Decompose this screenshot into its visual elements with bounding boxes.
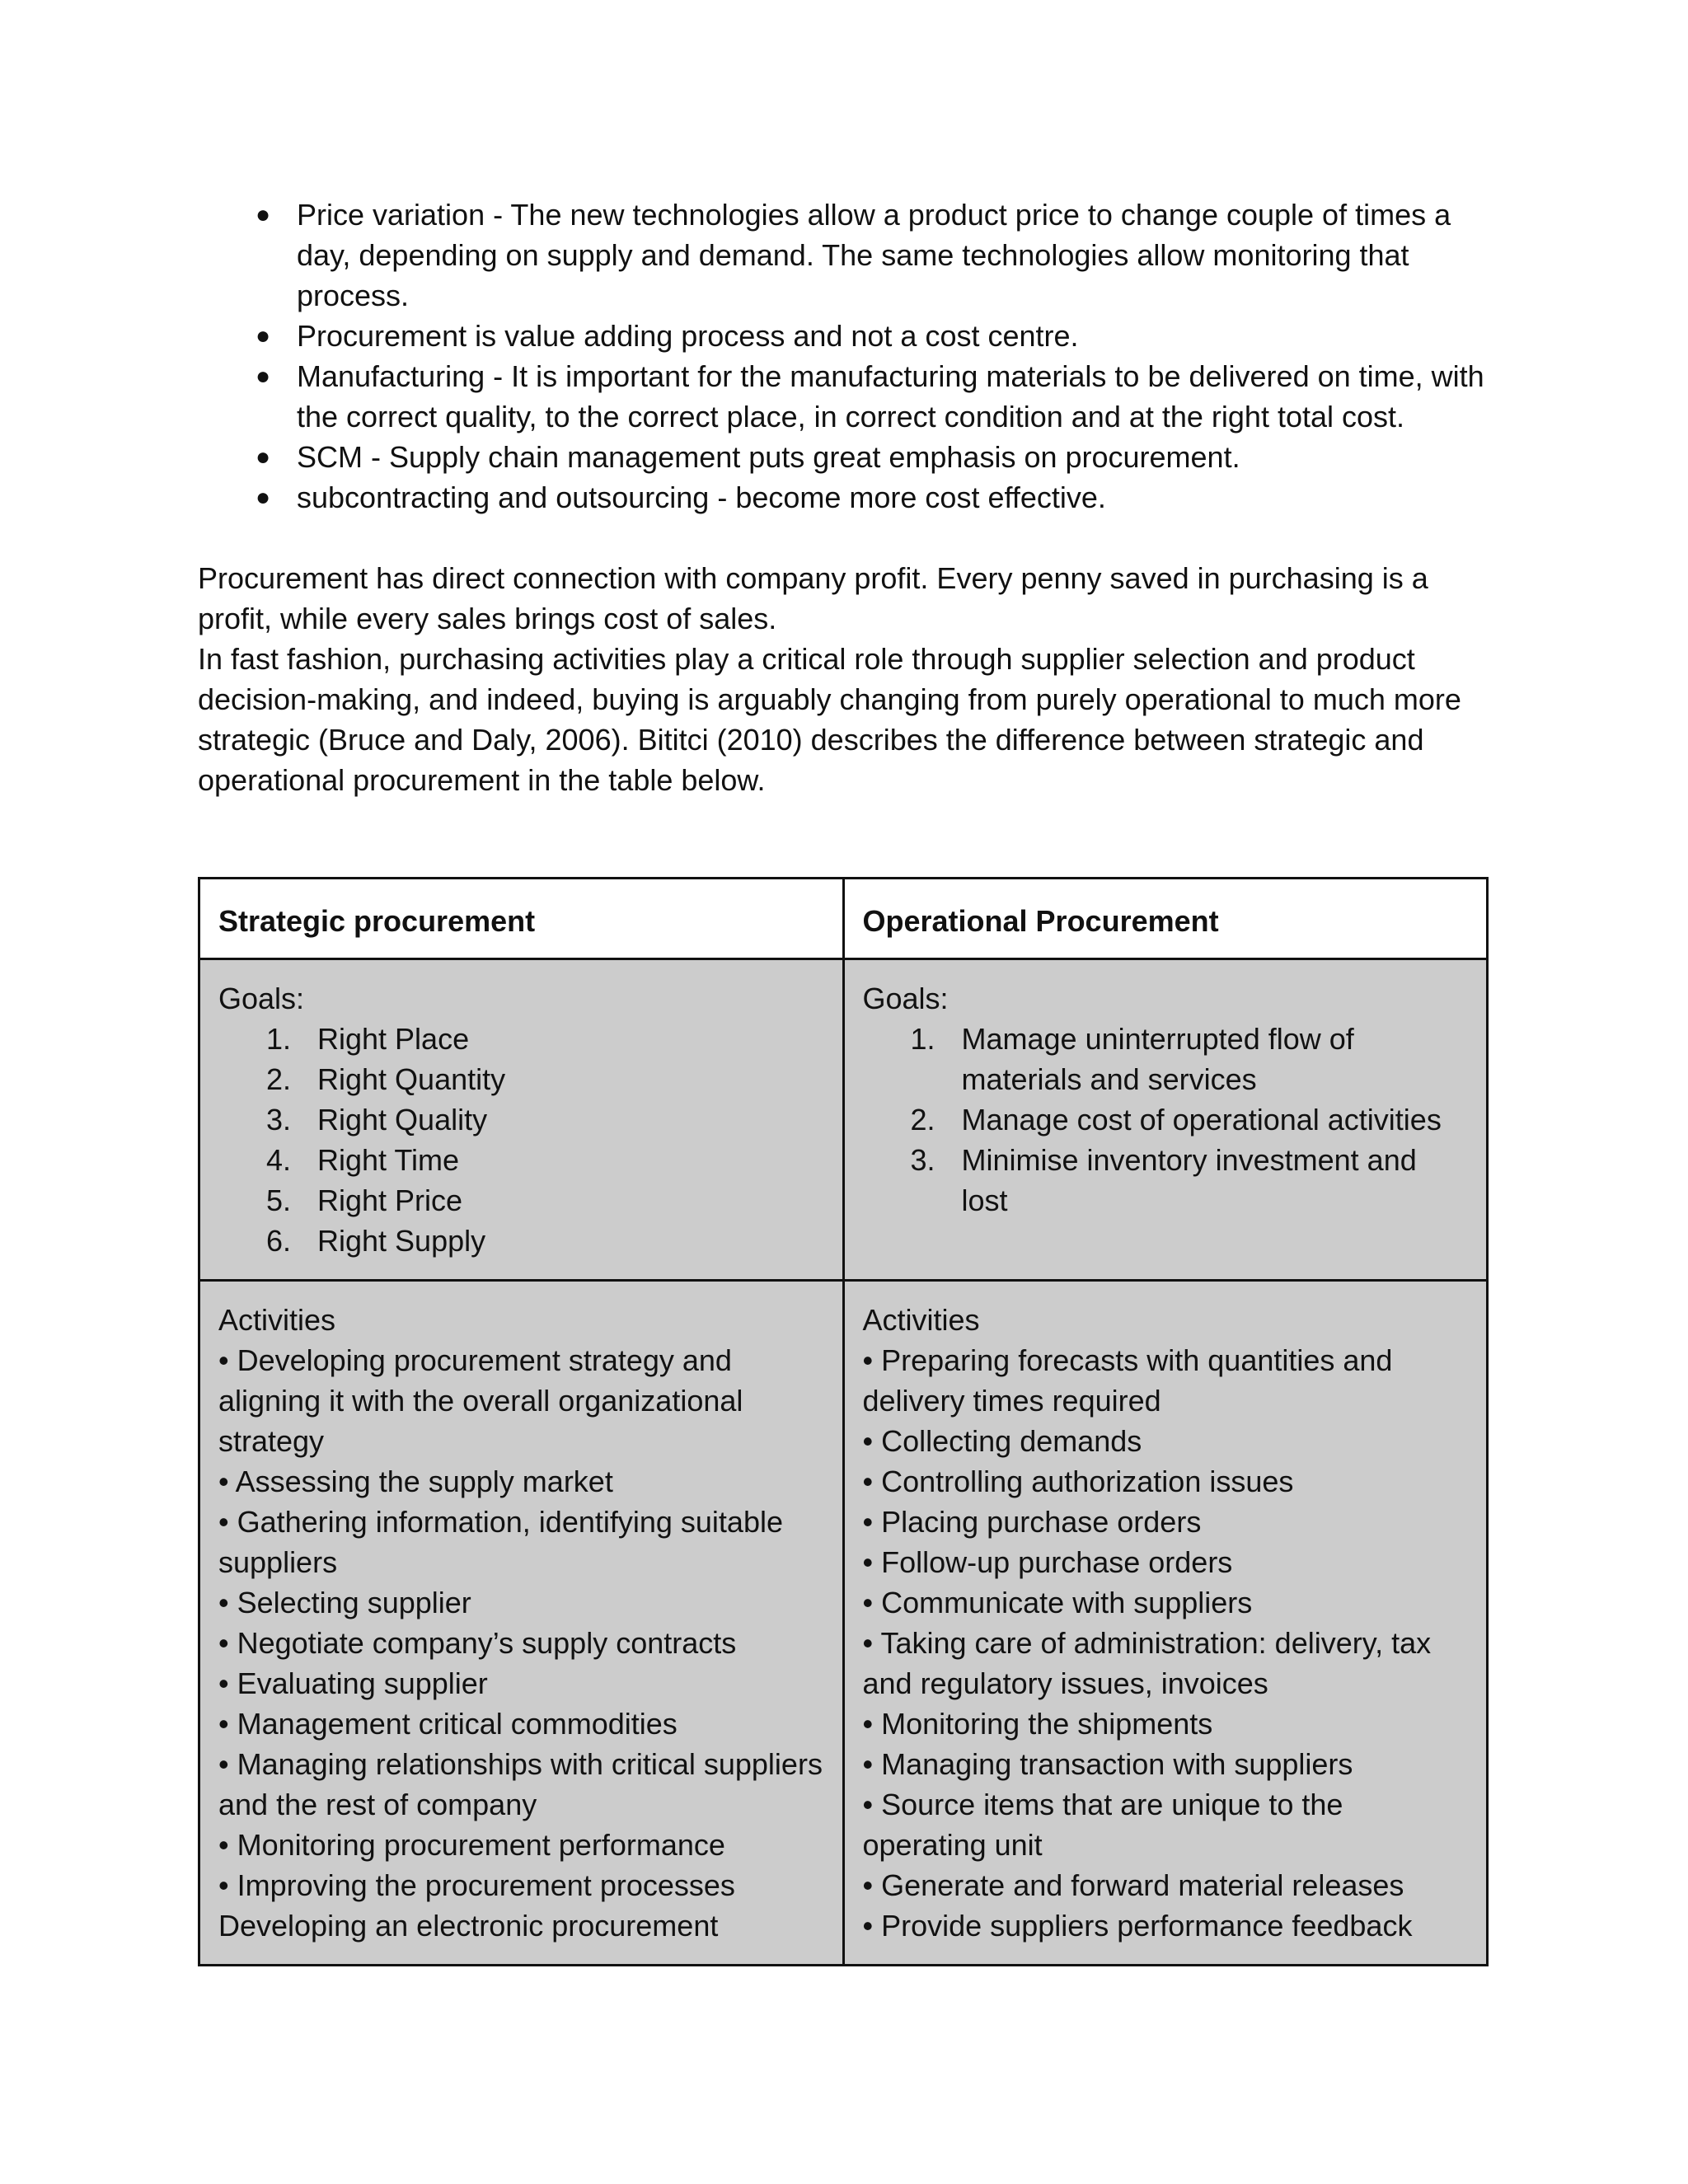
strategic-goals-cell [199,959,844,1281]
bullet-list [198,194,1489,518]
list-number: 5. [266,1183,292,1217]
strategic-activities-cell [199,1281,844,1966]
procurement-comparison-table [198,877,1489,1966]
strategic-goals-list [218,1019,824,1261]
list-text: Right Supply [317,1224,486,1258]
list-text: Right Price [317,1183,463,1217]
list-item: • Follow-up purchase orders [862,1545,1233,1579]
operational-goals-list [863,1019,1469,1221]
operational-goals-cell [843,959,1488,1281]
bullet-item [198,194,1489,316]
bullet-item [198,316,1489,356]
activities-row [199,1281,1488,1966]
list-text: Right Quality [317,1103,488,1137]
list-item [863,1140,1469,1221]
list-item: • Controlling authorization issues [862,1465,1294,1498]
list-item: • Monitoring the shipments [862,1707,1213,1741]
list-item [218,1099,824,1140]
list-item: • Taking care of administration: delivery, tax and regulatory issues, invoices [862,1626,1432,1700]
list-item: • Generate and forward material releases [862,1868,1404,1902]
list-text: Right Quantity [317,1062,506,1096]
list-item: • Collecting demands [862,1424,1142,1458]
header-operational: Operational Procurement [843,879,1488,959]
bullet-item [198,437,1489,477]
list-item: • Managing transaction with suppliers [862,1747,1353,1781]
list-item: • Negotiate company’s supply contracts [218,1626,737,1660]
list-item: • Improving the procurement processes [218,1868,735,1902]
list-item [218,1180,824,1221]
list-item: • Selecting supplier [218,1586,471,1619]
list-item: • Preparing forecasts with quantities and delivery times required [862,1343,1393,1418]
list-text: Manage cost of operational activities [961,1103,1442,1137]
list-item: • Assessing the supply market [218,1465,613,1498]
paragraph-fast-fashion: In fast fashion, purchasing activities play a critical role through supplier selection and product decision-making, and indeed, buying is arguably changing from purely operational to much more strategic (Bruce and Daly, 2006). Bititci (2010) describes the difference between strategic and operational procurement in the table below. [198,642,1461,797]
list-number: 1. [266,1022,292,1056]
list-item: • Management critical commodities [218,1707,678,1741]
list-item: • Evaluating supplier [218,1666,488,1700]
activities-label: Activities [218,1303,336,1337]
list-item [218,1019,824,1059]
goals-label: Goals: [862,982,949,1015]
list-text: Right Time [317,1143,460,1177]
list-item: • Developing procurement strategy and aligning it with the overall organizational strategy [218,1343,743,1458]
list-item: • Monitoring procurement performance [218,1828,725,1862]
operational-activities-cell [843,1281,1488,1966]
bullet-item [198,356,1489,437]
list-item: • Placing purchase orders [862,1505,1202,1539]
operational-activities-list [863,1340,1469,1946]
bullet-marker: ● [255,363,271,390]
list-text: Right Place [317,1022,470,1056]
list-item: • Managing relationships with critical suppliers and the rest of company [218,1747,823,1821]
list-number: 6. [266,1224,292,1258]
goals-label: Goals: [218,982,305,1015]
list-number: 1. [910,1022,935,1056]
bullet-marker: ● [255,443,271,471]
list-item [218,1059,824,1099]
bullet-text: Manufacturing - It is important for the manufacturing materials to be delivered on time, with the correct quality, to the correct place, in correct condition and at the right total cost. [297,359,1484,434]
bullet-text: Procurement is value adding process and not a cost centre. [297,319,1079,353]
strategic-activities-list [218,1340,824,1946]
bullet-marker: ● [255,322,271,349]
list-item [218,1221,824,1261]
list-item: • Communicate with suppliers [862,1586,1253,1619]
list-text: Minimise inventory investment and lost [961,1143,1417,1217]
list-item [218,1140,824,1180]
document-page [198,194,1489,1943]
list-number: 3. [910,1143,935,1177]
bullet-text: Price variation - The new technologies allow a product price to change couple of times a day, depending on supply and demand. The same technologies allow monitoring that process. [297,198,1451,312]
bullet-marker: ● [255,484,271,511]
list-number: 2. [266,1062,292,1096]
list-number: 4. [266,1143,292,1177]
bullet-marker: ● [255,201,271,228]
list-item: Developing an electronic procurement [218,1909,719,1943]
list-item [863,1099,1469,1140]
list-item: • Gathering information, identifying suitable suppliers [218,1505,783,1579]
goals-row [199,959,1488,1281]
list-item [863,1019,1469,1099]
list-item: • Source items that are unique to the operating unit [862,1788,1343,1862]
list-item: • Provide suppliers performance feedback [862,1909,1413,1943]
header-strategic: Strategic procurement [199,879,844,959]
list-number: 2. [910,1103,935,1137]
list-text: Mamage uninterrupted flow of materials and services [961,1022,1354,1096]
bullet-text: subcontracting and outsourcing - become more cost effective. [297,480,1106,514]
bullet-text: SCM - Supply chain management puts great emphasis on procurement. [297,440,1240,474]
list-number: 3. [266,1103,292,1137]
activities-label: Activities [862,1303,980,1337]
paragraph-profit: Procurement has direct connection with company profit. Every penny saved in purchasing is a profit, while every sales brings cost of sales. [198,561,1428,635]
bullet-item [198,477,1489,518]
table-header-row [199,879,1488,959]
